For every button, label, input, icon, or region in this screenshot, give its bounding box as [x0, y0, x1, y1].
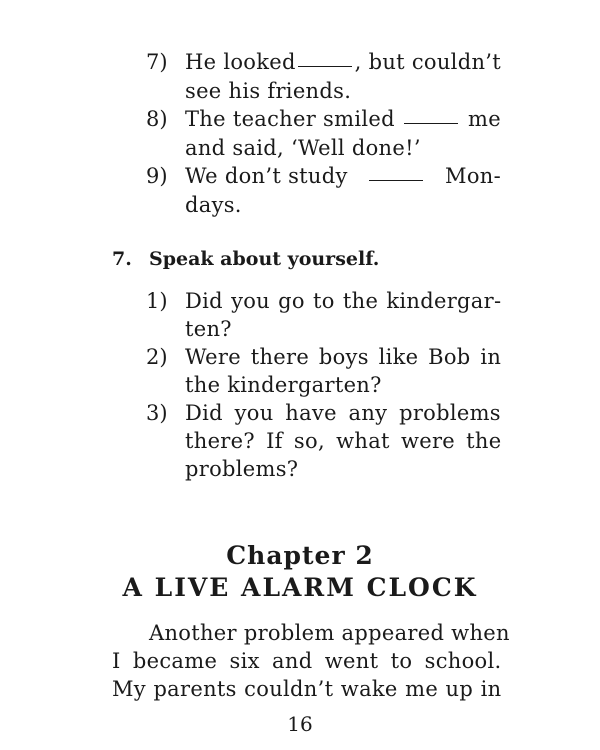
item-text: and said, ‘Well done!’	[185, 136, 421, 160]
item-text: Mon-	[445, 164, 501, 188]
item-number: 8)	[146, 107, 168, 131]
paragraph-line: Another problem appeared when	[149, 621, 510, 645]
item-text: The teacher smiled	[185, 107, 395, 131]
paragraph-line: I became six and went to school.	[112, 649, 502, 673]
item-number: 3)	[146, 401, 168, 425]
item-text: there? If so, what were the	[185, 429, 502, 453]
fill-in-blank	[369, 162, 423, 181]
item-text: the kindergarten?	[185, 373, 382, 397]
item-number: 9)	[146, 164, 168, 188]
exercise-item-line	[185, 48, 501, 76]
fill-in-blank	[298, 48, 352, 67]
item-text: me	[468, 107, 501, 131]
exercise-item-line	[185, 162, 501, 190]
item-text: see his friends.	[185, 79, 352, 103]
item-text: problems?	[185, 457, 299, 481]
item-number: 7)	[146, 50, 168, 74]
fill-in-blank	[404, 105, 458, 124]
item-text: He looked	[185, 50, 296, 74]
page-number: 16	[287, 712, 313, 736]
item-text: , but couldn’t	[354, 50, 501, 74]
item-text: Did you have any problems	[185, 401, 501, 425]
item-text: Were there boys like Bob in	[185, 345, 502, 369]
chapter-title: A LIVE ALARM CLOCK	[122, 573, 478, 602]
exercise-item-line	[185, 105, 501, 133]
item-number: 1)	[146, 289, 168, 313]
paragraph-line: My parents couldn’t wake me up in	[112, 677, 502, 701]
exercise-number: 7.	[112, 248, 132, 270]
chapter-label: Chapter 2	[226, 541, 374, 570]
item-text: Did you go to the kindergar-	[185, 289, 502, 313]
item-text: We don’t study	[185, 164, 348, 188]
item-text: ten?	[185, 317, 232, 341]
item-text: days.	[185, 193, 242, 217]
exercise-title: Speak about yourself.	[149, 248, 380, 270]
item-number: 2)	[146, 345, 168, 369]
